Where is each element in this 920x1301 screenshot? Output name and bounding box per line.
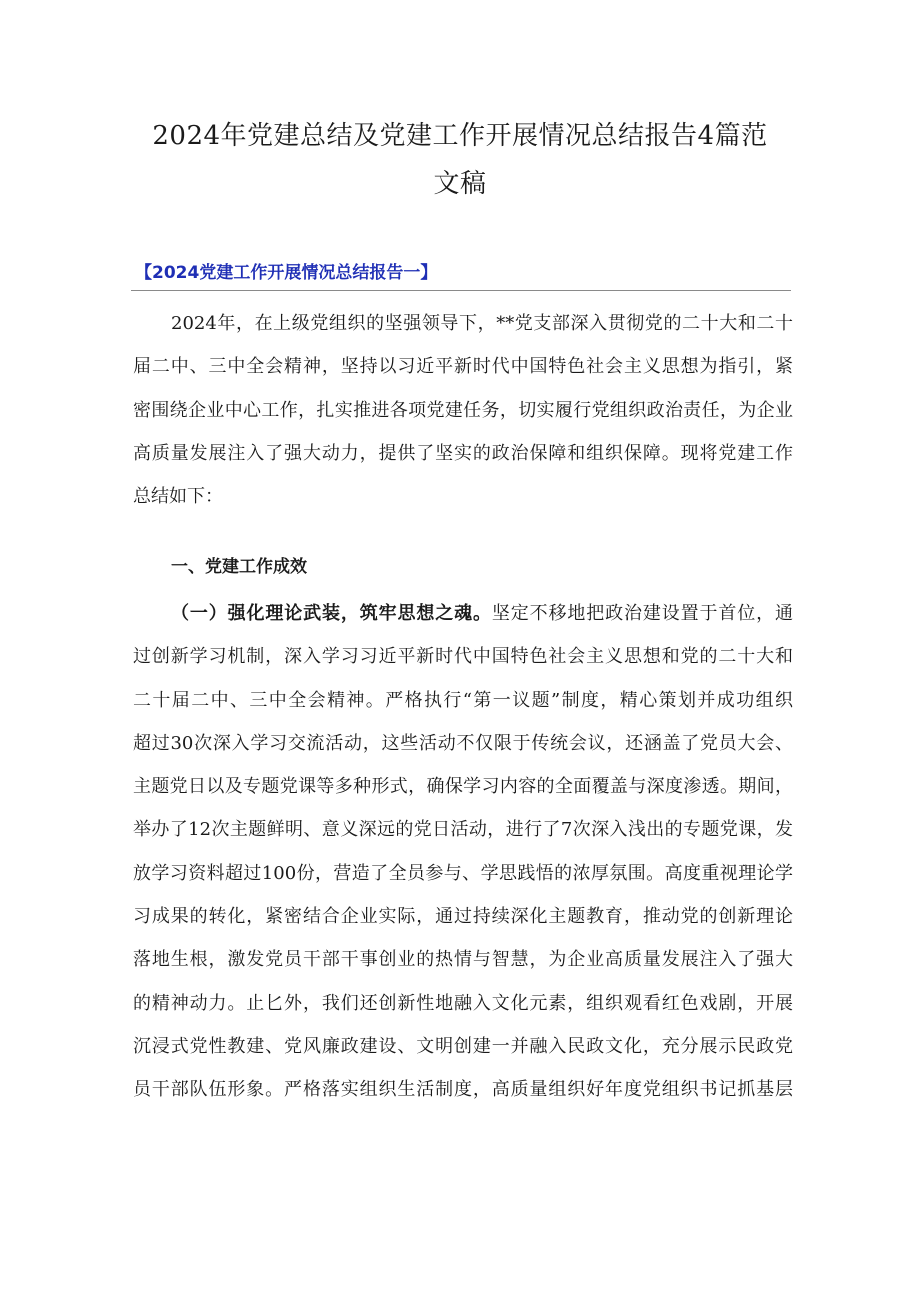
paragraph-line: 二十届二中、三中全会精神。严格执行“第一议题”制度，精心策划并成功组织 <box>133 689 793 711</box>
paragraph-line: 放学习资料超过100份，营造了全员参与、学思践悟的浓厚氛围。高度重视理论学 <box>133 862 793 884</box>
intro-line: 总结如下： <box>133 486 223 508</box>
paragraph-line: 过创新学习机制，深入学习习近平新时代中国特色社会主义思想和党的二十大和 <box>133 646 793 668</box>
document-title-line-2: 文稿 <box>433 169 487 199</box>
intro-line: 2024年，在上级党组织的坚强领导下，**党支部深入贯彻党的二十大和二十 <box>171 313 793 334</box>
intro-line: 高质量发展注入了强大动力，提供了坚实的政治保障和组织保障。现将党建工作 <box>133 442 793 464</box>
paragraph-line: 习成果的转化，紧密结合企业实际，通过持续深化主题教育，推动党的创新理论 <box>133 906 793 928</box>
subheading-text: 一、党建工作成效 <box>171 557 307 577</box>
document-title-line-1: 2024年党建总结及党建工作开展情况总结报告4篇范 <box>152 121 768 151</box>
paragraph-line: 员干部队伍形象。严格落实组织生活制度，高质量组织好年度党组织书记抓基层 <box>133 1079 793 1101</box>
heading-divider <box>131 290 791 291</box>
intro-line: 密围绕企业中心工作，扎实推进各项党建任务，切实履行党组织政治责任，为企业 <box>133 399 793 421</box>
paragraph-first-line-rest: 坚定不移地把政治建设置于首位，通 <box>491 603 793 624</box>
section-heading: 【2024党建工作开展情况总结报告一】 <box>135 263 438 283</box>
paragraph-line: 的精神动力。止匕外，我们还创新性地融入文化元素，组织观看红色戏剧，开展 <box>133 992 793 1014</box>
paragraph-lead-bold: （一）强化理论武装，筑牢思想之魂。 <box>171 603 492 624</box>
paragraph-theory <box>133 592 793 1112</box>
paragraph-line: 主题党日以及专题党课等多种形式，确保学习内容的全面覆盖与深度渗透。期间， <box>133 776 793 798</box>
document-title <box>130 112 790 208</box>
subheading-achievements <box>133 545 793 589</box>
paragraph-line: 沉浸式党性教建、党风廉政建设、文明创建一并融入民政文化，充分展示民政党 <box>133 1035 793 1057</box>
paragraph-line: 超过30次深入学习交流活动，这些活动不仅限于传统会议，还涵盖了党员大会、 <box>133 732 793 754</box>
intro-line: 届二中、三中全会精神，坚持以习近平新时代中国特色社会主义思想为指引，紧 <box>133 356 793 378</box>
paragraph-line: 举办了12次主题鲜明、意义深远的党日活动，进行了7次深入浅出的专题党课，发 <box>133 819 793 841</box>
paragraph-first-line <box>133 592 793 635</box>
paragraph-line: 落地生根，激发党员干部干事创业的热情与智慧，为企业高质量发展注入了强大 <box>133 949 793 971</box>
intro-paragraph <box>133 302 793 518</box>
